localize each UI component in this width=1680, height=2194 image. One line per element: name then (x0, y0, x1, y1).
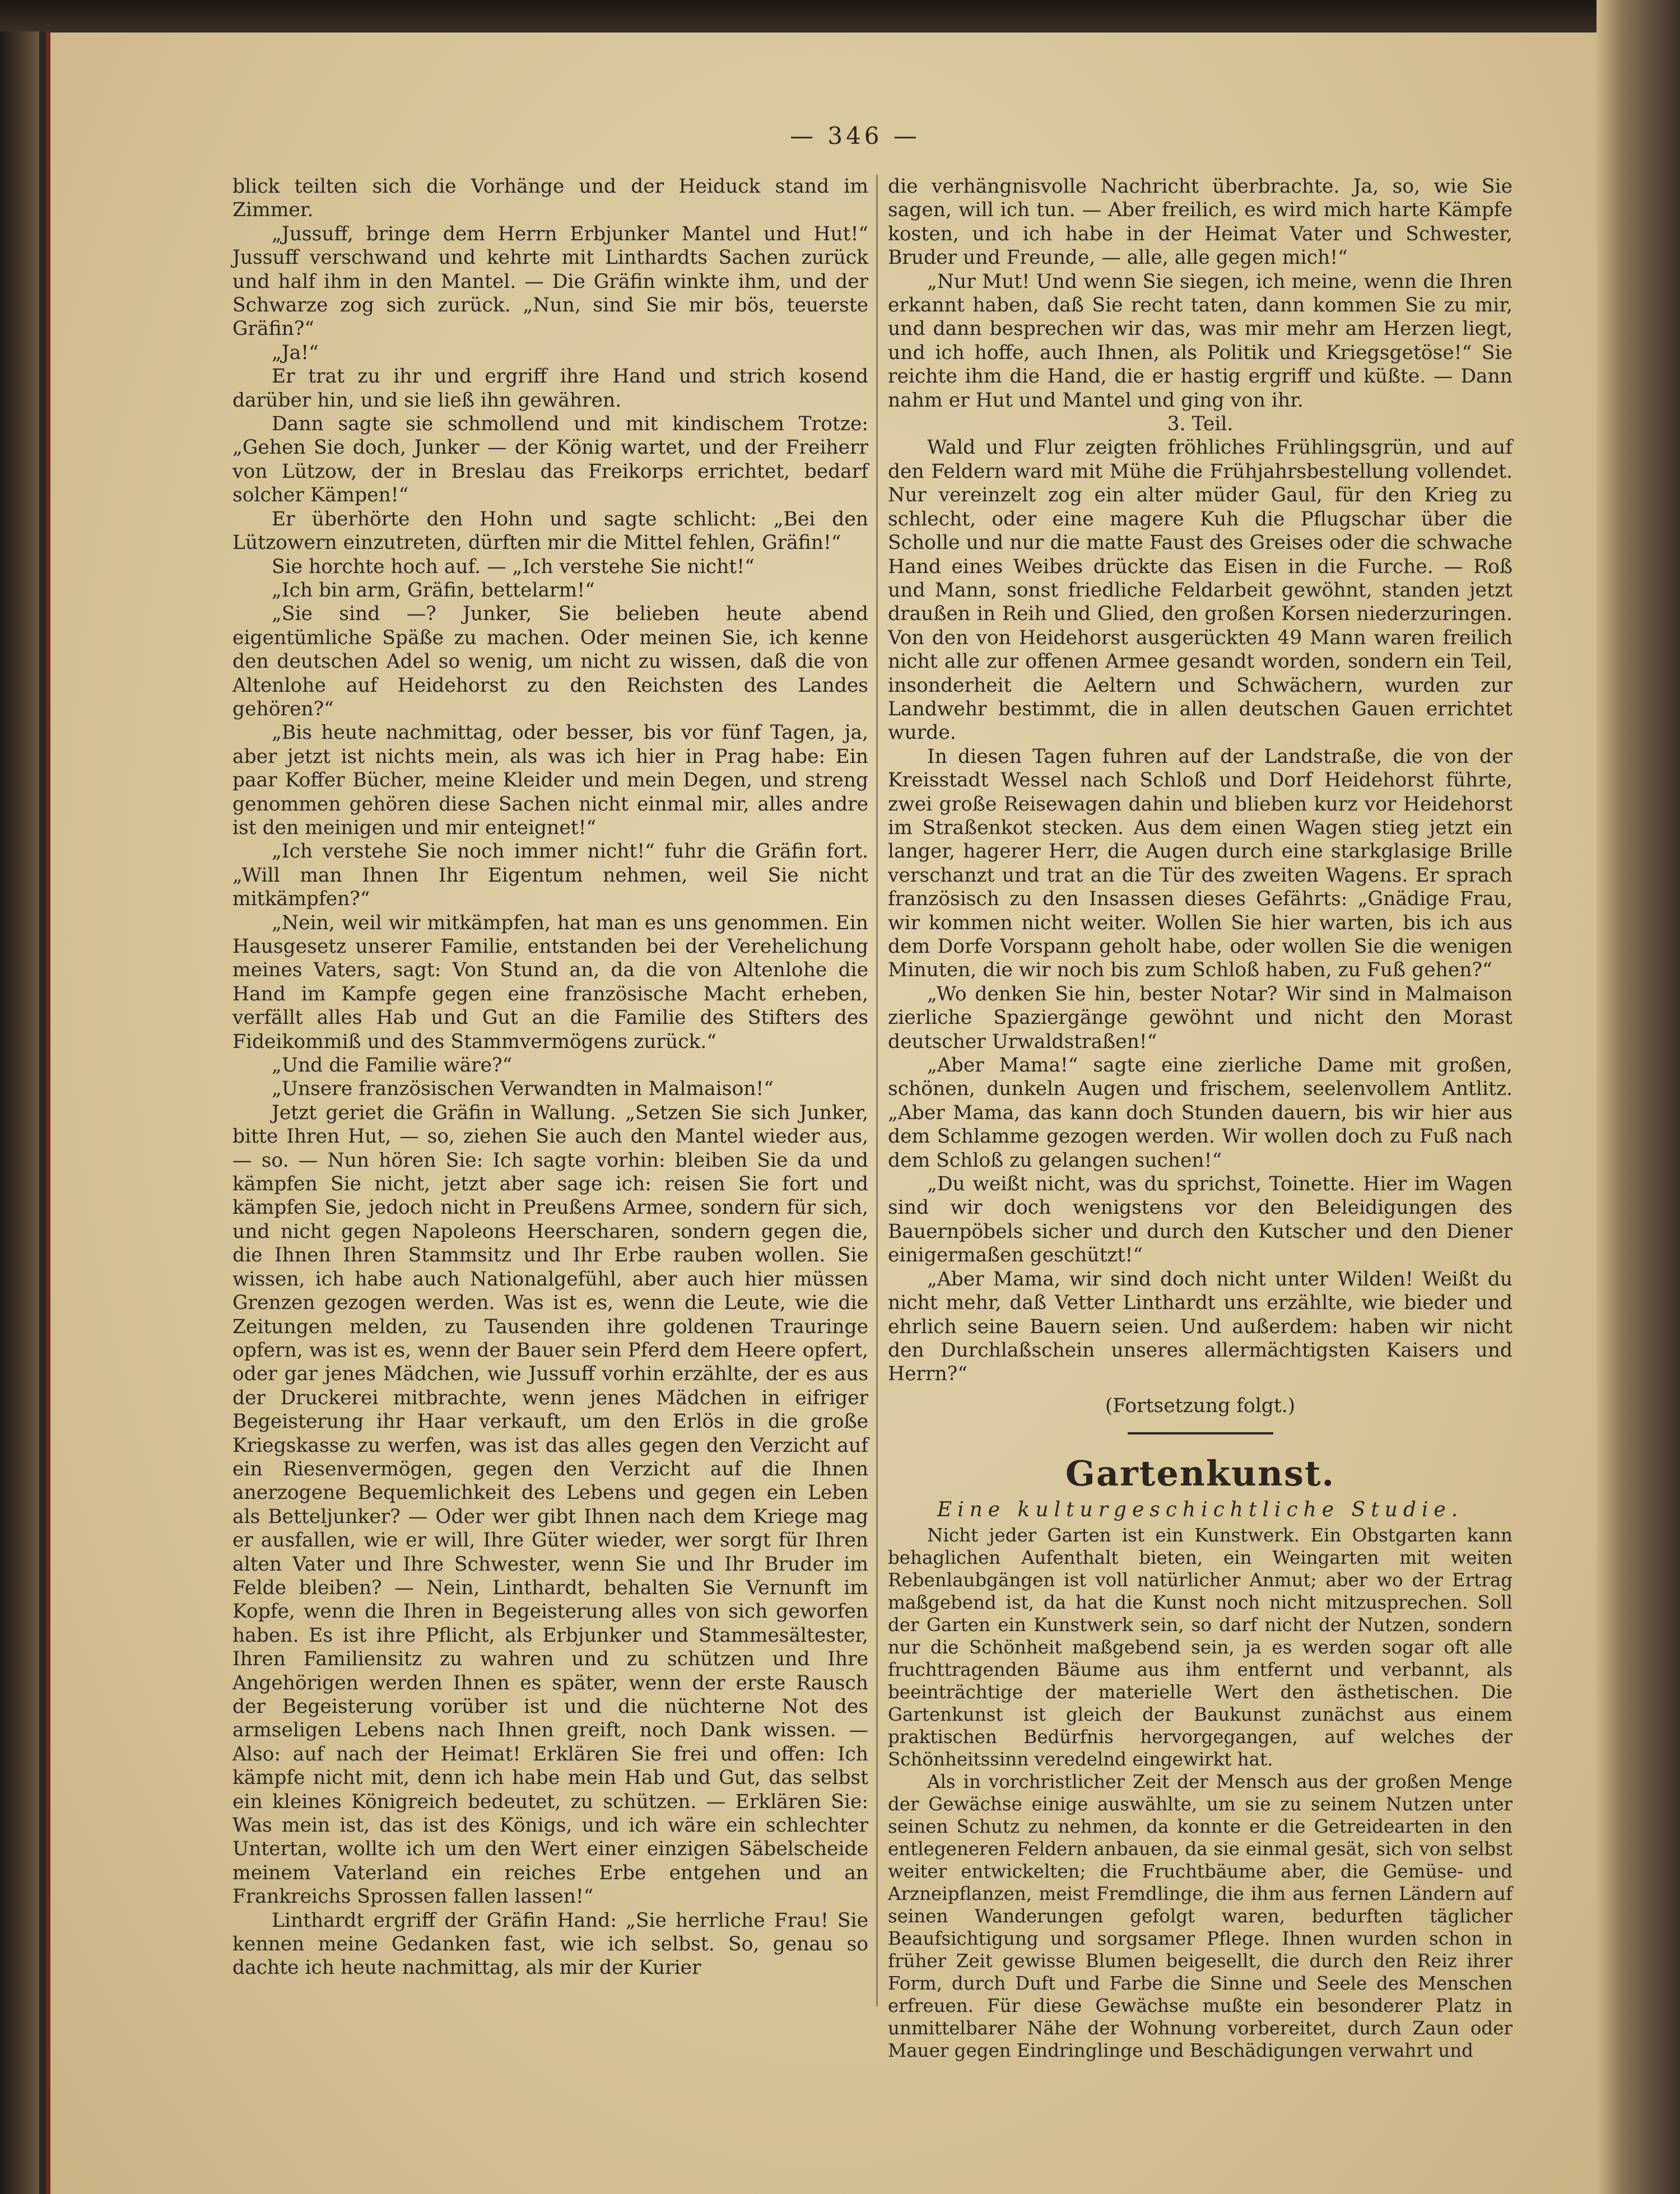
part-three-paragraph: „Du weißt nicht, was du sprichst, Toinette. Hier im Wagen sind wir doch wenigstens vor den Beleidigungen des Bauernpöbels sicher und durch den Kutscher und den Diener einigermaßen geschützt!“ (888, 1173, 1513, 1267)
part-heading: 3. Teil. (1167, 413, 1234, 436)
left-paragraph: „Jussuff, bringe dem Herrn Erbjunker Mantel und Hut!“ Jussuff verschwand und kehrte mit Linthardts Sachen zurück und half ihm in den Mantel. — Die Gräfin winkte ihm, und der Schwarze zog sich zurück. „Nun, sind Sie mir bös, teuerste Gräfin?“ (232, 222, 868, 341)
left-paragraph: „Ich verstehe Sie noch immer nicht!“ fuhr die Gräfin fort. „Will man Ihnen Ihr Eigentum nehmen, weil Sie nicht mitkämpfen?“ (232, 840, 868, 911)
left-paragraph: Er trat zu ihr und ergriff ihre Hand und strich kosend darüber hin, und sie ließ ihn gewähren. (232, 365, 868, 412)
part-three-paragraph: Wald und Flur zeigten fröhliches Frühlingsgrün, und auf den Feldern ward mit Mühe die Frühjahrsbestellung vollendet. Nur vereinzelt zog ein alter müder Gaul, für den Krieg zu schlecht, oder eine magere Kuh die Pflugschar über die Scholle und nur die matte Faust des Greises oder die schwache Hand eines Weibes drückte das Eisen in die Furche. — Roß und Mann, sonst friedliche Feldarbeit gewöhnt, standen jetzt draußen in Reih und Glied, den großen Korsen niederzuringen. Von den von Heidehorst ausgerückten 49 Mann waren freilich nicht alle zur offenen Armee gesandt worden, sondern ein Teil, insonderheit die Aeltern und Schwächern, wurden zur Landwehr bestimmt, die in allen deutschen Gauen errichtet wurde. (888, 436, 1513, 744)
book-binding (0, 0, 39, 2194)
article-paragraph: Nicht jeder Garten ist ein Kunstwerk. Ein Obstgarten kann behaglichen Aufenthalt bieten, ein Weingarten mit weiten Rebenlaubgängen ist voll natürlicher Anmut; aber wo der Ertrag maßgebend ist, da hat die Kunst noch nicht mitzusprechen. Soll der Garten ein Kunstwerk sein, so darf nicht der Nutzen, sondern nur die Schönheit maßgebend sein, ja es werden sogar oft alle fruchttragenden Bäume aus ihm entfernt und verbannt, als beeinträchtige der materielle Wert den ästhetischen. Die Gartenkunst ist gleich der Baukunst zunächst aus einem praktischen Bedürfnis hervorgegangen, auf welches der Schönheitssinn veredelnd eingewirkt hat. (888, 1525, 1513, 1771)
book-top-edge (0, 0, 1680, 31)
continuation-note: (Fortsetzung folgt.) (1105, 1394, 1296, 1417)
part-three-paragraph: In diesen Tagen fuhren auf der Landstraße, die von der Kreisstadt Wessel nach Schloß und Dorf Heidehorst führte, zwei große Reisewagen dahin und blieben kurz vor Heidehorst im Straßenkot stecken. Aus dem einen Wagen stieg jetzt ein langer, hagerer Herr, die Augen durch eine starkglasige Brille verschanzt und trat an die Tür des zweiten Wagens. Er sprach französisch zu den Insassen dieses Gefährts: „Gnädige Frau, wir kommen nicht weiter. Wollen Sie hier warten, bis ich aus dem Dorfe Vorspann geholt habe, oder wollen Sie die wenigen Minuten, die wir noch bis zum Schloß haben, zu Fuß gehen?“ (888, 745, 1513, 982)
left-paragraph: Er überhörte den Hohn und sagte schlicht: „Bei den Lützowern einzutreten, dürften mir die Mittel fehlen, Gräfin!“ (232, 507, 868, 555)
left-paragraph: „Und die Familie wäre?“ (272, 1054, 513, 1077)
left-paragraph: „Bis heute nachmittag, oder besser, bis vor fünf Tagen, ja, aber jetzt ist nichts mein, als was ich hier in Prag habe: Ein paar Koffer Bücher, meine Kleider und mein Degen, und streng genommen gehören diese Sachen nicht einmal mir, alles andre ist den meinigen und mir enteignet!“ (232, 721, 868, 839)
next-page-edge (1597, 0, 1680, 2194)
article-subtitle: Eine kulturgeschichtliche Studie. (937, 1498, 1464, 1522)
part-three-paragraph: „Wo denken Sie hin, bester Notar? Wir sind in Malmaison zierliche Spaziergänge gewöhnt und nicht den Morast deutscher Urwaldstraßen!“ (888, 982, 1513, 1053)
page-number: — 346 — (790, 122, 920, 150)
column-divider (876, 175, 878, 2006)
left-paragraph: „Sie sind —? Junker, Sie belieben heute abend eigentümliche Späße zu machen. Oder meinen Sie, ich kenne den deutschen Adel so wenig, um nicht zu wissen, daß die von Altenlohe auf Heidehorst zu den Reichsten des Landes gehören?“ (232, 603, 868, 720)
part-three-paragraph: „Aber Mama, wir sind doch nicht unter Wilden! Weißt du nicht mehr, daß Vetter Linthardt uns erzählte, wie bieder und ehrlich seine Bauern seien. Und außerdem: haben wir nicht den Durchlaßschein unseres allermächtigsten Kaisers und Herrn?“ (888, 1268, 1513, 1386)
story-continuation (888, 175, 1513, 412)
section-rule (1128, 1432, 1273, 1434)
left-paragraph: „Nein, weil wir mitkämpfen, hat man es uns genommen. Ein Hausgesetz unserer Familie, entstanden bei der Verehelichung meines Vaters, sagt: Von Stund an, da die von Altenlohe die Hand im Kampfe gegen eine französische Macht erheben, verfällt alles Hab und Gut an die Familie des Stifters des Fideikommiß und des Stammvermögens zurück.“ (232, 911, 868, 1053)
article-body (888, 1524, 1513, 2062)
left-paragraph: Jetzt geriet die Gräfin in Wallung. „Setzen Sie sich Junker, bitte Ihren Hut, — so, ziehen Sie auch den Mantel wieder aus, — so. — Nun hören Sie: Ich sagte vorhin: bleiben Sie da und kämpfen Sie nicht, jetzt aber sage ich: reisen Sie fort und kämpfen Sie, jedoch nicht in Preußens Armee, sondern für sich, und nicht gegen Napoleons Heerscharen, sondern gegen die, die Ihnen Ihren Stammsitz und Ihr Erbe rauben wollen. Sie wissen, ich habe auch Nationalgefühl, aber auch hier müssen Grenzen gezogen werden. Was ist es, wenn die Leute, wie die Zeitungen melden, zu Tausenden ihre goldenen Trauringe opfern, was ist es, wenn der Bauer sein Pferd dem Heere opfert, oder gar jenes Mädchen, wie Jussuff vorhin erzählte, der es aus der Druckerei mitbrachte, wenn jenes Mädchen in eifriger Begeisterung ihr Haar verkauft, um den Erlös in die große Kriegskasse zu werfen, was ist das alles gegen den Verzicht auf ein Riesenvermögen, gegen den Verzicht auf die Ihnen anerzogene Bequemlichkeit des Lebens und gegen ein Leben als Betteljunker? — Oder wer gibt Ihnen nach dem Kriege mag er ausfallen, wie er will, Ihre Güter wieder, wer sorgt für Ihren alten Vater und Ihre Schwester, wenn Sie und Ihr Bruder im Felde bleiben? — Nein, Linthardt, behalten Sie Vernunft im Kopfe, wenn die Ihren in Begeisterung alles von sich geworfen haben. Es ist ihre Pflicht, als Erbjunker und Stammesältester, Ihren Familiensitz zu wahren und zu schützen und Ihre Angehörigen werden Ihnen es später, wenn der erste Rausch der Begeisterung vorüber ist und die nüchterne Not des armseligen Lebens nach Ihnen greift, noch Dank wissen. — Also: auf nach der Heimat! Erklären Sie frei und offen: Ich kämpfe nicht mit, denn ich habe mein Hab und Gut, das selbst ein kleines Königreich bedeutet, zu schützen. — Erklären Sie: Was mein ist, das ist des Königs, und ich wäre ein schlechter Untertan, wollte ich um den Wert einer einzigen Säbelscheide meinem Vaterland ein reiches Erbe entgehen und an Frankreichs Sprossen fallen lassen!“ (232, 1101, 868, 1908)
left-paragraph: „Ja!“ (272, 341, 319, 364)
left-paragraph: Dann sagte sie schmollend und mit kindischem Trotze: „Gehen Sie doch, Junker — der König wartet, und der Freiherr von Lützow, der in Breslau das Freikorps errichtet, bedarf solcher Kämpen!“ (232, 413, 868, 507)
left-column (232, 175, 868, 1980)
part-three-text (888, 436, 1513, 1386)
left-paragraph: Sie horchte hoch auf. — „Ich verstehe Sie nicht!“ (272, 555, 755, 578)
left-paragraph: „Ich bin arm, Gräfin, bettelarm!“ (272, 579, 595, 602)
page-edge-stripe (46, 31, 50, 2194)
left-paragraph: Linthardt ergriff der Gräfin Hand: „Sie herrliche Frau! Sie kennen meine Gedanken fast, wie ich selbst. So, genau so dachte ich heute nachmittag, als mir der Kurier (232, 1909, 868, 1979)
story-paragraph: die verhängnisvolle Nachricht überbrachte. Ja, so, wie Sie sagen, will ich tun. — Aber freilich, es wird mich harte Kämpfe kosten, und ich habe in der Heimat Vater und Schwester, Bruder und Freunde, — alle, alle gegen mich!“ (888, 175, 1513, 269)
right-column (888, 175, 1513, 2062)
part-three-paragraph: „Aber Mama!“ sagte eine zierliche Dame mit großen, schönen, dunkeln Augen und frischem, seelenvollem Antlitz. „Aber Mama, das kann doch Stunden dauern, bis wir hier aus dem Schlamme gezogen werden. Wir wollen doch zu Fuß nach dem Schloß zu gelangen suchen!“ (888, 1054, 1513, 1172)
left-paragraph: „Unsere französischen Verwandten in Malmaison!“ (272, 1078, 774, 1101)
left-paragraph: blick teilten sich die Vorhänge und der Heiduck stand im Zimmer. (232, 175, 868, 222)
story-paragraph: „Nur Mut! Und wenn Sie siegen, ich meine, wenn die Ihren erkannt haben, daß Sie recht taten, dann kommen Sie zu mir, und dann besprechen wir das, was mir mehr am Herzen liegt, und ich hoffe, auch Ihnen, als Politik und Kriegsgetöse!“ Sie reichte ihm die Hand, die er hastig ergriff und küßte. — Dann nahm er Hut und Mantel und ging von ihr. (888, 270, 1513, 412)
article-title: Gartenkunst. (1065, 1453, 1335, 1494)
article-paragraph: Als in vorchristlicher Zeit der Mensch aus der großen Menge der Gewächse einige auswählte, um sie zu seinem Nutzen unter seinen Schutz zu nehmen, da konnte er die Getreidearten in den entlegeneren Feldern anbauen, da sie einmal gesät, sich von selbst weiter entwickelten; die Fruchtbäume aber, die Gemüse- und Arzneipflanzen, meist Fremdlinge, die ihm aus fernen Ländern auf seinen Wanderungen gefolgt waren, bedurften täglicher Beaufsichtigung und sorgsamer Pflege. Ihnen wurden schon in früher Zeit gewisse Blumen beigesellt, die durch den Reiz ihrer Form, durch Duft und Farbe die Sinne und Seele des Menschen erfreuen. Für diese Gewächse mußte ein besonderer Platz in unmittelbarer Nähe der Wohnung vorbereitet, durch Zaun oder Mauer gegen Eindringlinge und Beschädigungen verwahrt und (888, 1771, 1513, 2062)
